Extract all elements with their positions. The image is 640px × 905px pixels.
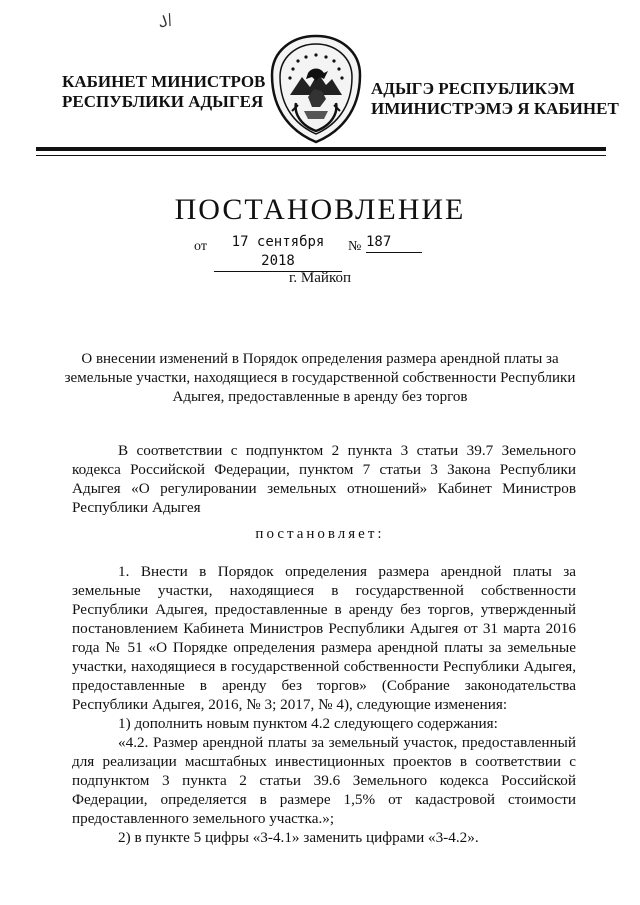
resolves-heading: постановляет:: [255, 526, 385, 542]
paragraph: «4.2. Размер арендной платы за земельный участок, предоставленный для реализации масштабных инвестиционных проектов в соответствии с подпунктом 3 пункта 2 статьи 39.6 Земельного кодекса Российской Федерации, определяется в размере 1,5% от кадастровой стоимости предоставленного земельного участка.»;: [72, 734, 576, 827]
paragraph: 1) дополнить новым пунктом 4.2 следующего содержания:: [118, 715, 498, 732]
header-left: [62, 72, 265, 112]
document-number: 187: [366, 233, 422, 253]
document-date: 17 сентября 2018: [214, 233, 342, 272]
preamble: [72, 441, 576, 517]
document-city: г. Майкоп: [288, 270, 352, 286]
coat-of-arms-icon: [268, 33, 364, 145]
header-right-line1: АДЫГЭ РЕСПУБЛИКЭМ: [371, 79, 575, 98]
paragraph: 1. Внести в Порядок определения размера арендной платы за земельные участки, находящиеся в государственной собственности Республики Адыгея, предоставленные в аренду без торгов, утвержденный постановлением Кабинета Министров Республики Адыгея от 31 марта 2016 года № 51 «О Порядке определения размера арендной платы за земельные участки, находящиеся в государственной собственности Республики Адыгея, предоставленные в аренду без торгов» (Собрание законодательства Республики Адыгея, 2016, № 3; 2017, № 4), следующие изменения:: [72, 563, 576, 713]
handwritten-mark: ᒍ/: [155, 10, 176, 32]
number-prefix: №: [348, 239, 362, 254]
document-subject: О внесении изменений в Порядок определения размера арендной платы за земельные участки, находящиеся в государственной собственности Республики Адыгея, предоставленные в аренду без торгов: [64, 351, 576, 405]
operative-part: [72, 562, 576, 847]
header-rule-thick: [36, 147, 606, 151]
document-title: ПОСТАНОВЛЕНИЕ: [174, 193, 466, 226]
date-prefix: от: [194, 239, 207, 254]
header-left-line1: КАБИНЕТ МИНИСТРОВ: [62, 72, 266, 91]
header-right-line2: ИМИНИСТРЭМЭ Я КАБИНЕТ: [371, 99, 619, 118]
header-right: [371, 79, 619, 119]
coat-of-arms-emblem: [268, 33, 364, 145]
header-left-line2: РЕСПУБЛИКИ АДЫГЕЯ: [62, 92, 264, 111]
header-rule-thin: [36, 155, 606, 156]
preamble-text: В соответствии с подпунктом 2 пункта 3 статьи 39.7 Земельного кодекса Российской Федерации, пунктом 7 статьи 3 Закона Республики Адыгея «О регулировании земельных отношений» Кабинет Министров Республики Адыгея: [72, 442, 576, 516]
paragraph: 2) в пункте 5 цифры «3-4.1» заменить цифрами «3-4.2».: [118, 829, 479, 846]
